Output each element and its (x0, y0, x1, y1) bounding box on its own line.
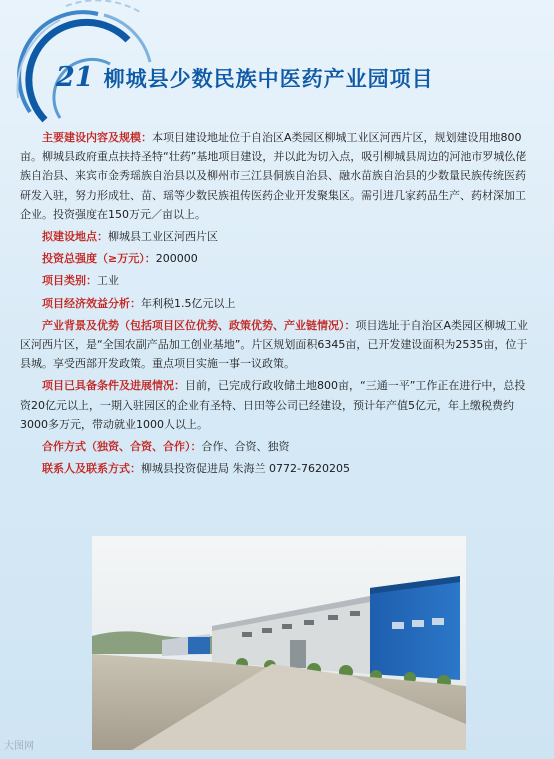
section-progress (20, 376, 536, 434)
section-label: 项目经济效益分析： (42, 296, 141, 310)
section-label: 联系人及联系方式： (42, 462, 141, 476)
section-scale (20, 128, 536, 224)
section-text: 项目选址于自治区A类园区柳城工业区河西片区，是“全国农副产品加工创业基地”。片区规划面积6345亩，已开发建设面积为2535亩，位于县城。享受西部开发政策。重点项目实施一事一议政策。 (20, 318, 529, 371)
factory-photo (92, 536, 466, 750)
section-category (20, 271, 536, 290)
page-title (56, 62, 434, 93)
section-text: 合作、合资、独资 (201, 440, 290, 454)
section-cooperation (20, 437, 536, 456)
section-label: 项目类别： (42, 274, 97, 288)
section-text: 目前，已完成行政收储土地800亩，“三通一平”工作正在进行中，总投资20亿元以上，一期入驻园区的企业有圣特、日田等公司已经建设，预计年产值5亿元，年上缴税费约3000多万元，带动就业1000人以上。 (20, 379, 526, 431)
section-investment (20, 249, 536, 268)
section-label: 主要建设内容及规模： (42, 131, 152, 144)
project-title: 柳城县少数民族中医药产业园项目 (103, 67, 434, 91)
section-text: 柳城县投资促进局 朱海兰 0772-7620205 (141, 462, 350, 476)
section-label: 项目已具备条件及进展情况： (42, 379, 185, 393)
section-label: 产业背景及优势（包括项目区位优势、政策优势、产业链情况）： (42, 318, 356, 332)
section-background (20, 316, 536, 374)
section-contact (20, 459, 536, 478)
section-text: 200000 (155, 252, 198, 266)
section-text: 工业 (97, 274, 119, 288)
section-text: 柳城县工业区河西片区 (108, 230, 218, 244)
watermark-text: 大图网 (4, 741, 34, 752)
section-benefit (20, 294, 536, 313)
section-text: 年利税1.5亿元以上 (141, 296, 236, 310)
section-label: 投资总强度（≥万元）： (42, 252, 156, 266)
project-number: 21 (56, 62, 94, 93)
section-label: 拟建设地点： (42, 230, 108, 244)
project-details (20, 128, 536, 481)
section-text: 本项目建设地址位于自治区A类园区柳城工业区河西片区，规划建设用地800亩。柳城县政府重点扶持圣特“壮药”基地项目建设，并以此为切入点，吸引柳城县周边的河池市罗城仫佬族自治县、来宾市金秀瑶族自治县以及柳州市三江县侗族自治县、融水苗族自治县的少数量民族传统医药研发入驻，努力形成壮、苗、瑶等少数民族祖传医药企业开发聚集区。需引进几家药品生产、药材深加工企业。投资强度在150万元／亩以上。 (20, 131, 527, 221)
section-location (20, 227, 536, 246)
section-label: 合作方式（独资、合资、合作）： (42, 440, 202, 454)
